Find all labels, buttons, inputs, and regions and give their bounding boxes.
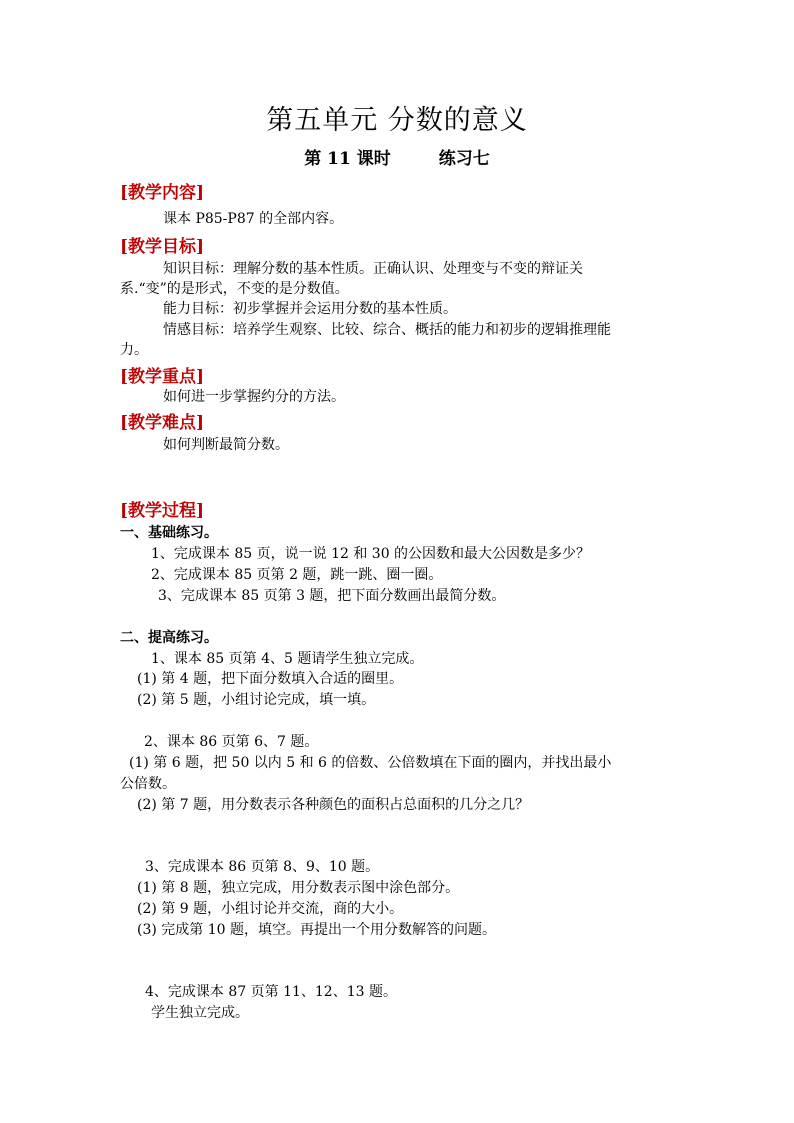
part2-heading: 二、提高练习。: [120, 630, 218, 646]
key-text: 如何进一步掌握约分的方法。: [163, 389, 345, 405]
section-heading-content: [教学内容]: [120, 183, 205, 203]
part1-item-3: 3、完成课本 85 页第 3 题，把下面分数画出最简分数。: [158, 588, 506, 604]
goal-knowledge-line-1: 知识目标：理解分数的基本性质。正确认识、处理变与不变的辩证关: [163, 261, 583, 277]
goal-knowledge-line-2: 系.“变”的是形式，不变的是分数值。: [120, 281, 349, 297]
difficulty-text: 如何判断最简分数。: [163, 437, 289, 453]
goal-ability: 能力目标：初步掌握并会运用分数的基本性质。: [163, 301, 457, 317]
page-title: 第五单元 分数的意义: [266, 105, 528, 136]
q4-sub-text: 学生独立完成。: [151, 1005, 249, 1021]
q1-sub-b: (2) 第 5 题，小组讨论完成，填一填。: [137, 692, 376, 708]
lesson-label: 第 11 课时: [304, 149, 391, 169]
q1-sub-a: (1) 第 4 题，把下面分数填入合适的圈里。: [137, 671, 404, 687]
q3-sub-c: (3) 完成第 10 题，填空。再提出一个用分数解答的问题。: [137, 922, 496, 938]
q4-text: 4、完成课本 87 页第 11、12、13 题。: [145, 984, 397, 1000]
lesson-topic: 练习七: [438, 149, 490, 169]
section-heading-process: [教学过程]: [120, 501, 205, 521]
page-subtitle: [0, 144, 794, 169]
goal-emotion-line-1: 情感目标：培养学生观察、比较、综合、概括的能力和初步的逻辑推理能: [163, 322, 611, 338]
q3-sub-a: (1) 第 8 题，独立完成，用分数表示图中涂色部分。: [137, 880, 460, 896]
q3-sub-b: (2) 第 9 题，小组讨论并交流，商的大小。: [137, 901, 404, 917]
section-heading-difficulty: [教学难点]: [120, 413, 205, 433]
part1-item-2: 2、完成课本 85 页第 2 题，跳一跳、圈一圈。: [151, 567, 443, 583]
section-heading-goals: [教学目标]: [120, 237, 205, 257]
q2-sub-a-line-2: 公倍数。: [120, 776, 176, 792]
content-text: 课本 P85-P87 的全部内容。: [163, 211, 344, 227]
part1-item-1: 1、完成课本 85 页，说一说 12 和 30 的公因数和最大公因数是多少？: [151, 546, 591, 562]
q2-text: 2、课本 86 页第 6、7 题。: [144, 734, 319, 750]
section-heading-key: [教学重点]: [120, 367, 205, 387]
goal-emotion-line-2: 力。: [120, 342, 148, 358]
q2-sub-b: (2) 第 7 题，用分数表示各种颜色的面积占总面积的几分之几？: [137, 797, 530, 813]
part1-heading: 一、基础练习。: [120, 525, 218, 541]
q3-text: 3、完成课本 86 页第 8、9、10 题。: [145, 859, 380, 875]
q2-sub-a-line-1: (1) 第 6 题，把 50 以内 5 和 6 的倍数、公倍数填在下面的圈内，并找出最小: [129, 755, 612, 771]
q1-text: 1、课本 85 页第 4、5 题请学生独立完成。: [151, 651, 424, 667]
